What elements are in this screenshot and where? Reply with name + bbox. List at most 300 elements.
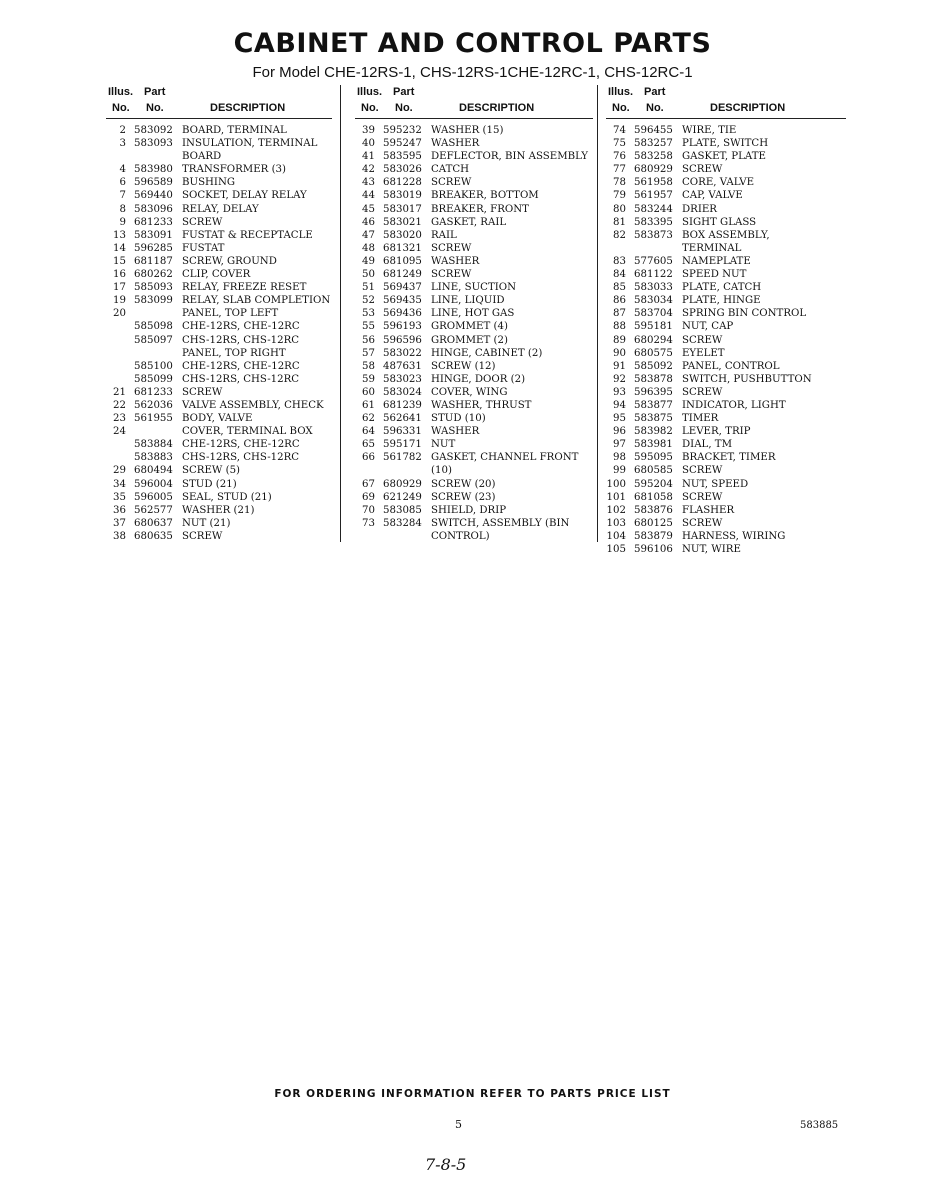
illus-number: 91 — [613, 360, 626, 372]
part-description: COVER, WING — [431, 386, 508, 398]
part-description: NUT, CAP — [682, 321, 734, 333]
part-description: NUT (21) — [182, 517, 231, 529]
illus-number: 82 — [613, 229, 626, 241]
illus-number: 42 — [362, 164, 375, 176]
part-number: 595171 — [383, 439, 422, 451]
part-number: 583284 — [383, 517, 422, 529]
table-row — [106, 478, 332, 491]
parts-rows — [106, 124, 332, 543]
part-number: 562641 — [383, 413, 422, 425]
part-number: 585093 — [134, 282, 173, 294]
part-description: CHE-12RS, CHE-12RC — [182, 321, 300, 333]
table-row — [106, 242, 332, 255]
table-row — [355, 229, 593, 242]
ordering-note: FOR ORDERING INFORMATION REFER TO PARTS PRICE LIST — [274, 1088, 671, 1100]
part-number: 562036 — [134, 399, 173, 411]
part-number: 577605 — [634, 255, 673, 267]
part-number: 562577 — [134, 504, 173, 516]
table-row — [355, 504, 593, 517]
part-number: 583093 — [134, 138, 173, 150]
part-number: 583021 — [383, 216, 422, 228]
table-row — [606, 438, 846, 451]
illus-number: 40 — [362, 138, 375, 150]
illus-number: 7 — [119, 190, 126, 202]
part-number: 583091 — [134, 229, 173, 241]
table-row — [355, 478, 593, 491]
part-description: CORE, VALVE — [682, 177, 755, 189]
part-number: 487631 — [383, 360, 422, 372]
table-row — [606, 386, 846, 399]
part-description: FUSTAT & RECEPTACLE — [182, 229, 313, 241]
part-number: 583034 — [634, 295, 673, 307]
table-row — [106, 150, 332, 163]
page-title: CABINET AND CONTROL PARTS — [233, 28, 712, 59]
table-row — [355, 189, 593, 202]
illus-number: 22 — [113, 399, 126, 411]
part-number: 561955 — [134, 413, 173, 425]
table-row — [106, 229, 332, 242]
part-description: INSULATION, TERMINAL — [182, 138, 318, 150]
illus-number: 102 — [606, 504, 626, 516]
illus-number: 89 — [613, 334, 626, 346]
illus-number: 93 — [613, 386, 626, 398]
column-header — [355, 85, 593, 119]
illus-number: 23 — [113, 413, 126, 425]
part-number: 596285 — [134, 242, 173, 254]
part-description: RELAY, SLAB COMPLETION — [182, 295, 331, 307]
part-description: VALVE ASSEMBLY, CHECK — [182, 399, 324, 411]
header-part: Part — [393, 86, 415, 98]
part-description: NUT, SPEED — [682, 478, 749, 490]
illus-number: 87 — [613, 308, 626, 320]
illus-number: 50 — [362, 269, 375, 281]
illus-number: 48 — [362, 242, 375, 254]
illus-number: 59 — [362, 373, 375, 385]
part-description: EYELET — [682, 347, 725, 359]
table-row — [606, 176, 846, 189]
table-row — [106, 517, 332, 530]
table-row — [355, 216, 593, 229]
illus-number: 44 — [362, 190, 375, 202]
part-description: GASKET, CHANNEL FRONT — [431, 452, 579, 464]
table-row — [106, 189, 332, 202]
part-description: SCREW — [682, 386, 723, 398]
part-number: 569436 — [383, 308, 422, 320]
part-number: 681058 — [634, 491, 673, 503]
table-row — [606, 150, 846, 163]
header-illus-no: No. — [112, 102, 130, 114]
part-description: STUD (21) — [182, 478, 237, 490]
part-number: 583017 — [383, 203, 422, 215]
illus-number: 43 — [362, 177, 375, 189]
table-row — [106, 491, 332, 504]
part-number: 596004 — [134, 478, 173, 490]
model-subtitle: For Model CHE-12RS-1, CHS-12RS-1CHE-12RC-1, CHS-12RC-1 — [252, 64, 693, 81]
part-number: 583022 — [383, 347, 422, 359]
part-description: (10) — [431, 465, 452, 477]
part-number: 583980 — [134, 164, 173, 176]
part-description: BREAKER, FRONT — [431, 203, 529, 215]
parts-column-2 — [355, 85, 593, 543]
table-row — [355, 360, 593, 373]
table-row — [355, 150, 593, 163]
part-number: 583244 — [634, 203, 673, 215]
part-description: CONTROL) — [431, 530, 490, 542]
part-description: WASHER (21) — [182, 504, 255, 516]
illus-number: 98 — [613, 452, 626, 464]
column-divider — [597, 85, 598, 542]
part-description: DIAL, TM — [682, 439, 733, 451]
part-description: PLATE, HINGE — [682, 295, 761, 307]
illus-number: 70 — [362, 504, 375, 516]
part-number: 583704 — [634, 308, 673, 320]
part-description: SPEED NUT — [682, 269, 747, 281]
part-number: 681233 — [134, 216, 173, 228]
table-row — [355, 373, 593, 386]
table-row — [606, 334, 846, 347]
part-description: SCREW — [682, 491, 723, 503]
parts-column-3 — [606, 85, 846, 556]
part-description: GASKET, PLATE — [682, 151, 766, 163]
table-row — [106, 124, 332, 137]
table-row — [355, 320, 593, 333]
illus-number: 36 — [113, 504, 126, 516]
illus-number: 21 — [113, 386, 126, 398]
illus-number: 104 — [606, 530, 626, 542]
part-description: LINE, LIQUID — [431, 295, 505, 307]
part-number: 583019 — [383, 190, 422, 202]
illus-number: 39 — [362, 125, 375, 136]
part-number: 681187 — [134, 255, 173, 267]
part-description: DRIER — [682, 203, 717, 215]
illus-number: 15 — [113, 255, 126, 267]
part-number: 680585 — [634, 465, 673, 477]
part-number: 583092 — [134, 125, 173, 136]
part-number: 595204 — [634, 478, 673, 490]
table-row — [606, 491, 846, 504]
table-row — [355, 530, 593, 543]
table-row — [606, 163, 846, 176]
column-header — [106, 85, 332, 119]
header-illus: Illus. — [357, 86, 383, 98]
illus-number: 74 — [613, 125, 626, 136]
part-description: WIRE, TIE — [682, 125, 737, 136]
illus-number: 53 — [362, 308, 375, 320]
table-row — [606, 307, 846, 320]
part-number: 583026 — [383, 164, 422, 176]
part-number: 595247 — [383, 138, 422, 150]
part-number: 583395 — [634, 216, 673, 228]
part-number: 583883 — [134, 452, 173, 464]
illus-number: 38 — [113, 530, 126, 542]
parts-column-1 — [106, 85, 332, 543]
part-number: 583024 — [383, 386, 422, 398]
table-row — [106, 504, 332, 517]
table-row — [355, 386, 593, 399]
part-description: FLASHER — [682, 504, 735, 516]
parts-rows — [355, 124, 593, 543]
part-description: SCREW — [682, 465, 723, 477]
part-number: 569435 — [383, 295, 422, 307]
part-number: 596455 — [634, 125, 673, 136]
table-row — [106, 412, 332, 425]
part-description: BREAKER, BOTTOM — [431, 190, 539, 202]
part-description: COVER, TERMINAL BOX — [182, 426, 313, 438]
illus-number: 85 — [613, 282, 626, 294]
part-number: 583981 — [634, 439, 673, 451]
part-description: SHIELD, DRIP — [431, 504, 507, 516]
table-row — [606, 294, 846, 307]
illus-number: 6 — [119, 177, 126, 189]
part-description: CHE-12RS, CHE-12RC — [182, 439, 300, 451]
part-number: 680637 — [134, 517, 173, 529]
illus-number: 29 — [113, 465, 126, 477]
table-row — [606, 504, 846, 517]
table-row — [355, 307, 593, 320]
header-illus: Illus. — [608, 86, 634, 98]
part-description: SCREW — [431, 242, 472, 254]
table-row — [355, 137, 593, 150]
table-row — [355, 491, 593, 504]
part-number: 561957 — [634, 190, 673, 202]
table-row — [355, 203, 593, 216]
illus-number: 19 — [113, 295, 126, 307]
table-row — [106, 438, 332, 451]
illus-number: 96 — [613, 426, 626, 438]
part-description: CATCH — [431, 164, 470, 176]
illus-number: 100 — [606, 478, 626, 490]
header-illus-no: No. — [612, 102, 630, 114]
illus-number: 80 — [613, 203, 626, 215]
illus-number: 58 — [362, 360, 375, 372]
table-row — [106, 425, 332, 438]
part-description: DEFLECTOR, BIN ASSEMBLY — [431, 151, 588, 163]
illus-number: 34 — [113, 478, 126, 490]
part-description: LINE, HOT GAS — [431, 308, 515, 320]
part-description: SPRING BIN CONTROL — [682, 308, 807, 320]
table-row — [606, 320, 846, 333]
table-row — [355, 347, 593, 360]
illus-number: 8 — [119, 203, 126, 215]
part-description: CHS-12RS, CHS-12RC — [182, 373, 300, 385]
illus-number: 46 — [362, 216, 375, 228]
table-row — [106, 281, 332, 294]
table-row — [106, 137, 332, 150]
part-number: 583982 — [634, 426, 673, 438]
table-row — [355, 255, 593, 268]
header-part-no: No. — [146, 102, 164, 114]
part-number: 680494 — [134, 465, 173, 477]
table-row — [106, 530, 332, 543]
illus-number: 90 — [613, 347, 626, 359]
part-number: 680125 — [634, 517, 673, 529]
table-row — [606, 216, 846, 229]
part-description: GROMMET (4) — [431, 321, 508, 333]
parts-rows — [606, 124, 846, 556]
illus-number: 47 — [362, 229, 375, 241]
table-row — [106, 255, 332, 268]
part-number: 595181 — [634, 321, 673, 333]
part-number: 596193 — [383, 321, 422, 333]
part-description: NUT — [431, 439, 456, 451]
table-row — [606, 425, 846, 438]
part-description: LINE, SUCTION — [431, 282, 517, 294]
table-row — [106, 294, 332, 307]
illus-number: 79 — [613, 190, 626, 202]
table-row — [355, 124, 593, 137]
illus-number: 99 — [613, 465, 626, 477]
table-row — [606, 360, 846, 373]
part-number: 583085 — [383, 504, 422, 516]
illus-number: 65 — [362, 439, 375, 451]
part-number: 583258 — [634, 151, 673, 163]
table-row — [106, 268, 332, 281]
part-description: RELAY, FREEZE RESET — [182, 282, 307, 294]
illus-number: 4 — [119, 164, 126, 176]
part-description: SCREW — [182, 216, 223, 228]
illus-number: 51 — [362, 282, 375, 294]
part-description: GASKET, RAIL — [431, 216, 507, 228]
table-row — [106, 307, 332, 320]
illus-number: 69 — [362, 491, 375, 503]
illus-number: 81 — [613, 216, 626, 228]
part-number: 680929 — [383, 478, 422, 490]
table-row — [355, 294, 593, 307]
table-row — [106, 334, 332, 347]
part-number: 596005 — [134, 491, 173, 503]
part-description: RELAY, DELAY — [182, 203, 259, 215]
handwritten-note: 7-8-5 — [425, 1155, 467, 1174]
header-part-no: No. — [395, 102, 413, 114]
part-number: 681249 — [383, 269, 422, 281]
header-description: DESCRIPTION — [710, 102, 786, 114]
table-row — [106, 373, 332, 386]
part-description: SCREW — [682, 334, 723, 346]
part-number: 585097 — [134, 334, 173, 346]
table-row — [106, 347, 332, 360]
illus-number: 64 — [362, 426, 375, 438]
part-number: 680262 — [134, 269, 173, 281]
table-row — [355, 412, 593, 425]
part-number: 681122 — [634, 269, 673, 281]
table-row — [606, 281, 846, 294]
part-description: FUSTAT — [182, 242, 225, 254]
part-description: CHS-12RS, CHS-12RC — [182, 452, 300, 464]
part-description: SCREW — [182, 386, 223, 398]
part-description: SCREW, GROUND — [182, 255, 277, 267]
part-description: TIMER — [682, 413, 719, 425]
part-description: INDICATOR, LIGHT — [682, 399, 786, 411]
part-description: STUD (10) — [431, 413, 486, 425]
table-row — [355, 451, 593, 464]
part-description: SWITCH, ASSEMBLY (BIN — [431, 517, 570, 529]
part-number: 583876 — [634, 504, 673, 516]
part-number: 583595 — [383, 151, 422, 163]
part-description: SOCKET, DELAY RELAY — [182, 190, 307, 202]
illus-number: 97 — [613, 439, 626, 451]
part-description: PLATE, SWITCH — [682, 138, 769, 150]
part-number: 680635 — [134, 530, 173, 542]
part-number: 583023 — [383, 373, 422, 385]
part-number: 569440 — [134, 190, 173, 202]
illus-number: 52 — [362, 295, 375, 307]
table-row — [355, 438, 593, 451]
table-row — [606, 347, 846, 360]
table-row — [355, 242, 593, 255]
table-row — [606, 543, 846, 556]
illus-number: 92 — [613, 373, 626, 385]
table-row — [606, 242, 846, 255]
header-description: DESCRIPTION — [210, 102, 286, 114]
table-row — [355, 399, 593, 412]
illus-number: 37 — [113, 517, 126, 529]
illus-number: 16 — [113, 269, 126, 281]
illus-number: 49 — [362, 255, 375, 267]
table-row — [106, 399, 332, 412]
table-row — [355, 163, 593, 176]
part-description: BOARD, TERMINAL — [182, 125, 287, 136]
part-number: 596106 — [634, 544, 673, 555]
part-description: NAMEPLATE — [682, 255, 751, 267]
part-description: SCREW (20) — [431, 478, 496, 490]
table-row — [606, 464, 846, 477]
table-row — [606, 412, 846, 425]
illus-number: 56 — [362, 334, 375, 346]
part-number: 583884 — [134, 439, 173, 451]
table-row — [606, 268, 846, 281]
illus-number: 83 — [613, 255, 626, 267]
header-part-no: No. — [646, 102, 664, 114]
part-number: 561958 — [634, 177, 673, 189]
table-row — [606, 517, 846, 530]
illus-number: 35 — [113, 491, 126, 503]
part-number: 585098 — [134, 321, 173, 333]
table-row — [106, 451, 332, 464]
illus-number: 105 — [606, 544, 626, 555]
part-description: SWITCH, PUSHBUTTON — [682, 373, 812, 385]
part-number: 569437 — [383, 282, 422, 294]
table-row — [106, 386, 332, 399]
table-row — [606, 203, 846, 216]
part-number: 585092 — [634, 360, 673, 372]
part-number: 561782 — [383, 452, 422, 464]
part-description: SEAL, STUD (21) — [182, 491, 272, 503]
table-row — [606, 451, 846, 464]
part-number: 583878 — [634, 373, 673, 385]
part-number: 583873 — [634, 229, 673, 241]
part-description: CHE-12RS, CHE-12RC — [182, 360, 300, 372]
part-description: SCREW (12) — [431, 360, 496, 372]
part-description: GROMMET (2) — [431, 334, 508, 346]
part-description: LEVER, TRIP — [682, 426, 751, 438]
illus-number: 62 — [362, 413, 375, 425]
part-description: SCREW (23) — [431, 491, 496, 503]
illus-number: 95 — [613, 413, 626, 425]
part-description: PANEL, TOP RIGHT — [182, 347, 286, 359]
table-row — [355, 268, 593, 281]
table-row — [106, 464, 332, 477]
part-number: 681095 — [383, 255, 422, 267]
table-row — [606, 229, 846, 242]
part-number: 681233 — [134, 386, 173, 398]
table-row — [355, 464, 593, 477]
header-part: Part — [644, 86, 666, 98]
part-number: 585100 — [134, 360, 173, 372]
header-illus: Illus. — [108, 86, 134, 98]
illus-number: 45 — [362, 203, 375, 215]
illus-number: 101 — [606, 491, 626, 503]
illus-number: 86 — [613, 295, 626, 307]
